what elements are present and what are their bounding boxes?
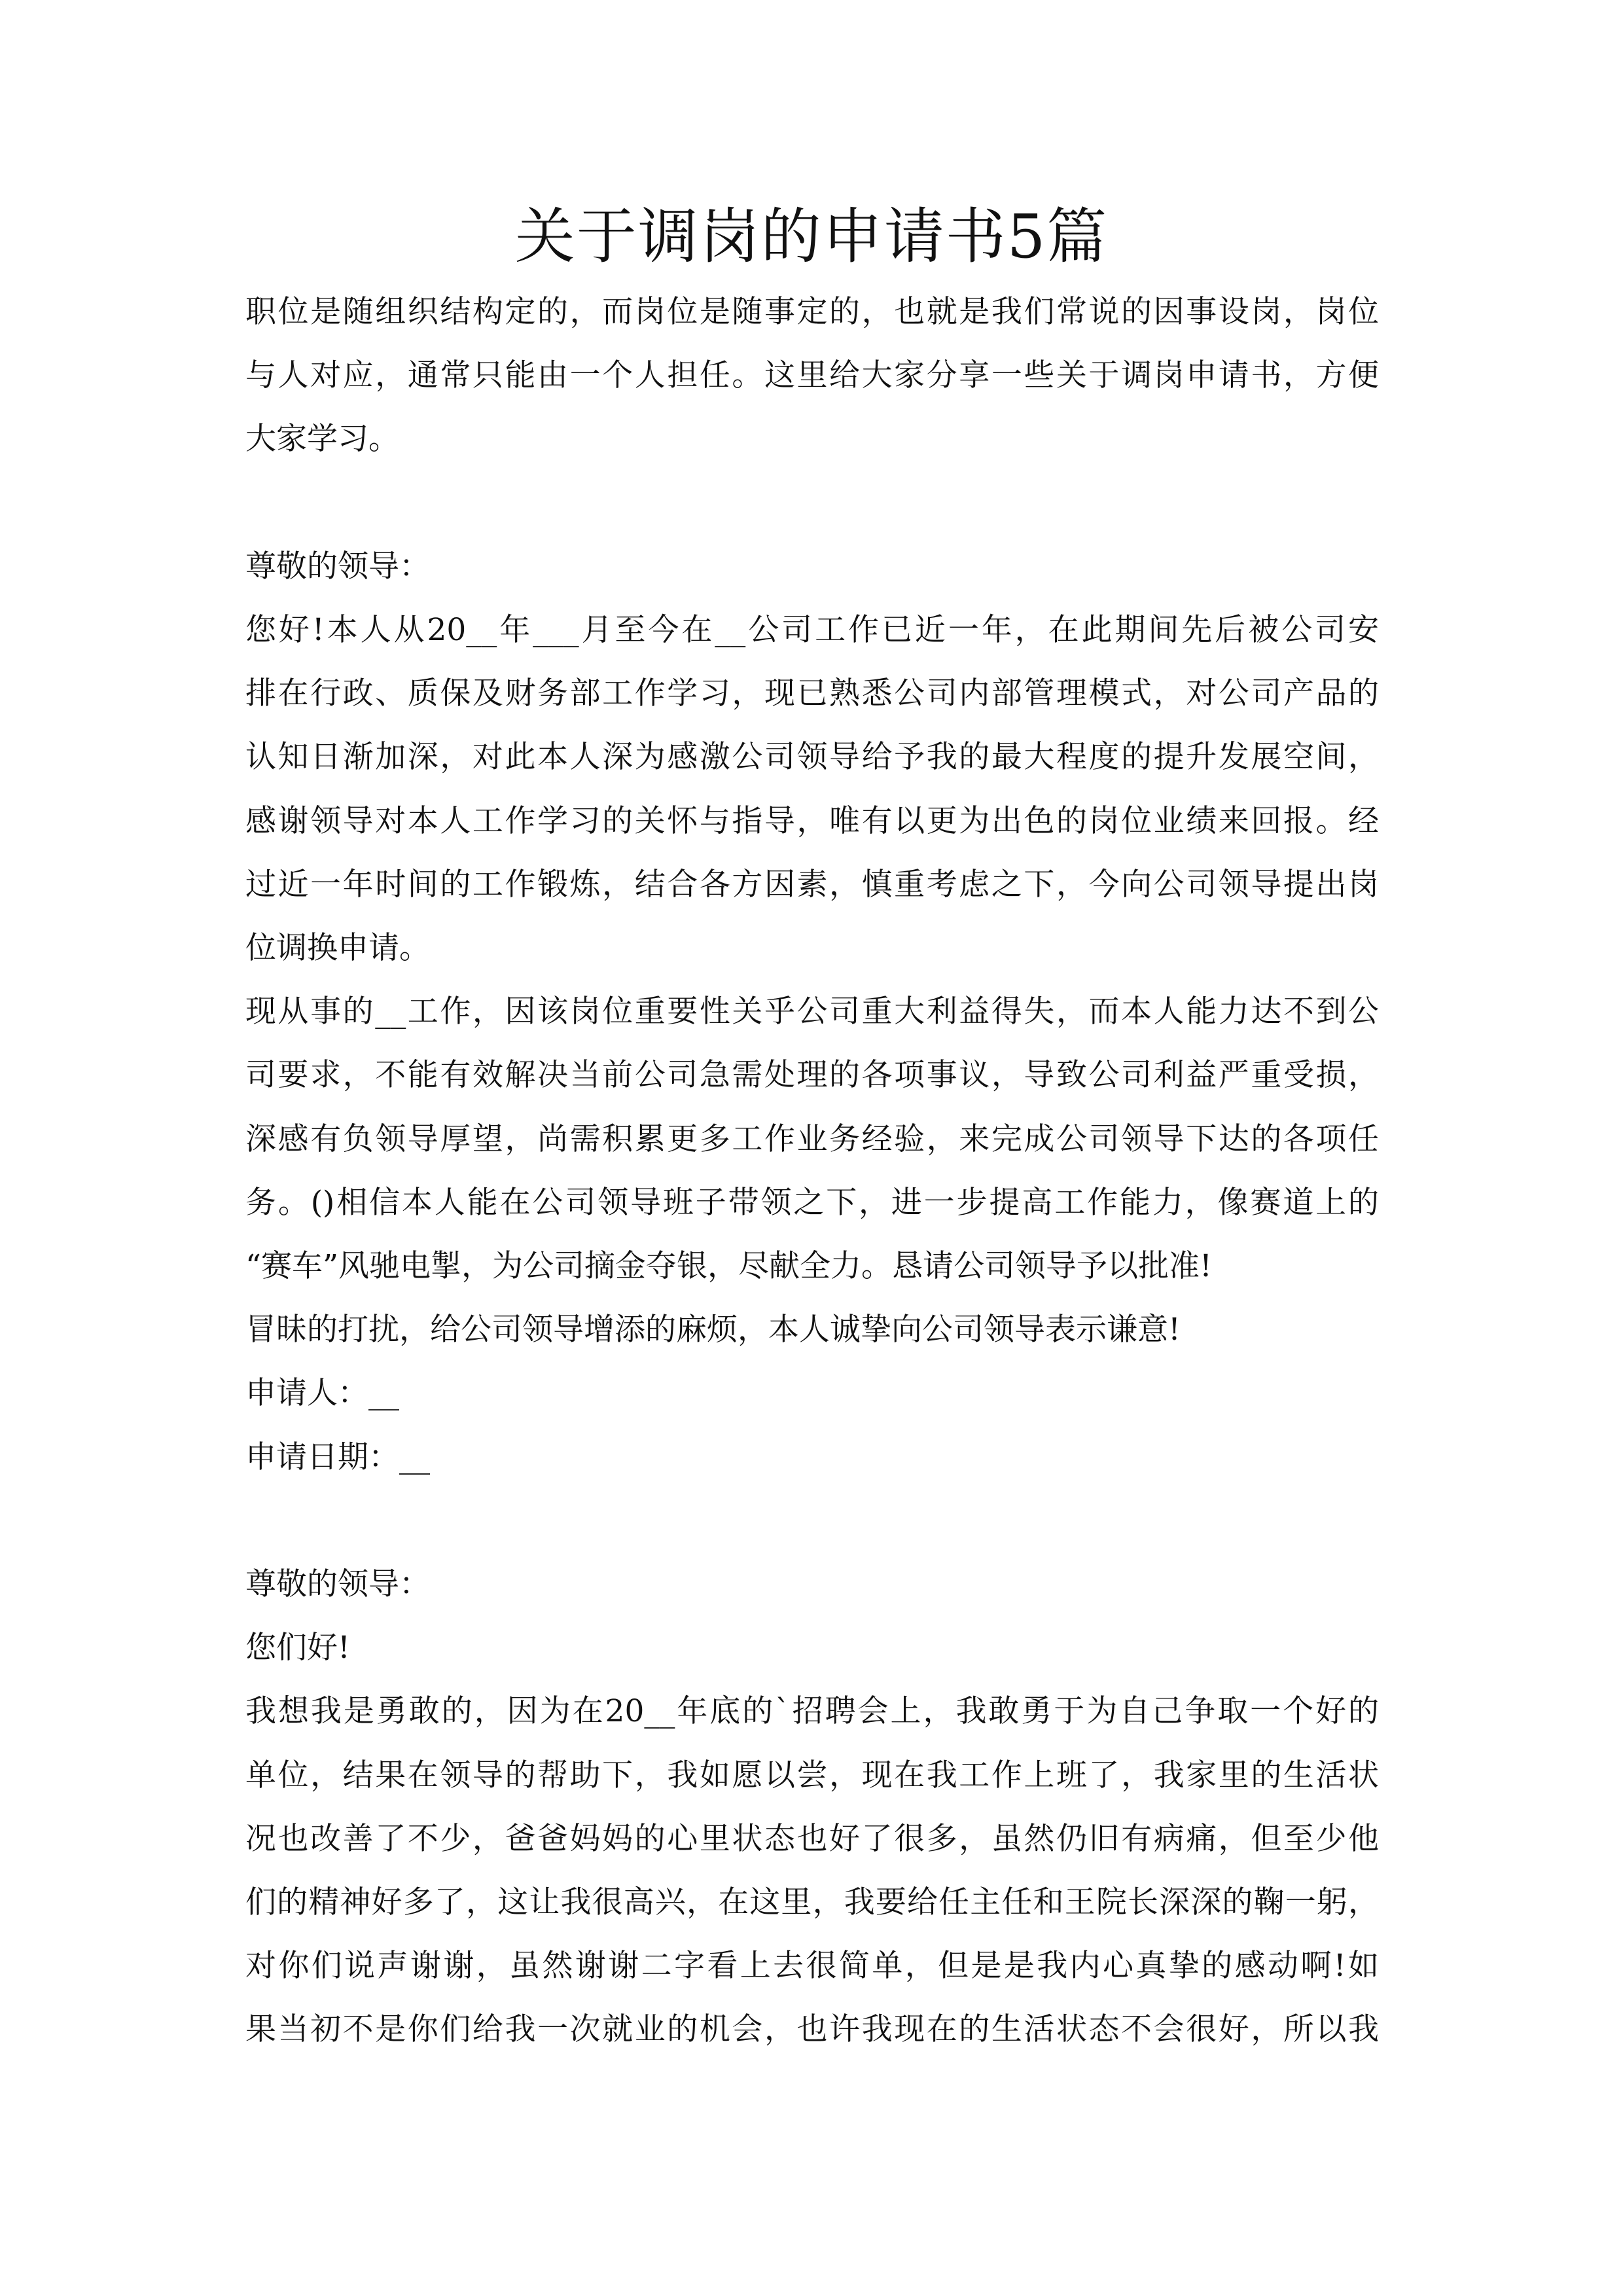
text-line: 单位，结果在领导的帮助下，我如愿以尝，现在我工作上班了，我家里的生活状 xyxy=(245,1757,1379,1793)
text-line: 您们好! xyxy=(245,1630,350,1666)
text-line: 认知日渐加深，对此本人深为感激公司领导给予我的最大程度的提升发展空间， xyxy=(245,739,1379,776)
text-line: 申请日期：__ xyxy=(245,1439,430,1475)
text-line: 排在行政、质保及财务部工作学习，现已熟悉公司内部管理模式，对公司产品的 xyxy=(245,675,1379,712)
text-line: 务。()相信本人能在公司领导班子带领之下，进一步提高工作能力，像赛道上的 xyxy=(245,1184,1379,1221)
text-line: 尊敬的领导： xyxy=(245,548,430,584)
text-line: 我想我是勇敢的，因为在20__年底的`招聘会上，我敢勇于为自己争取一个好的 xyxy=(245,1693,1379,1730)
text-line: 与人对应，通常只能由一个人担任。这里给大家分享一些关于调岗申请书，方便 xyxy=(245,357,1379,394)
document-title: 关于调岗的申请书5篇 xyxy=(514,202,1109,272)
text-line: 大家学习。 xyxy=(245,421,399,457)
text-line: 果当初不是你们给我一次就业的机会，也许我现在的生活状态不会很好，所以我 xyxy=(245,2011,1379,2048)
blank-line xyxy=(245,471,1379,535)
text-line: 深感有负领导厚望，尚需积累更多工作业务经验，来完成公司领导下达的各项任 xyxy=(245,1121,1379,1157)
text-line: 对你们说声谢谢，虽然谢谢二字看上去很简单，但是是我内心真挚的感动啊!如 xyxy=(245,1948,1379,1984)
text-line: 感谢领导对本人工作学习的关怀与指导，唯有以更为出色的岗位业绩来回报。经 xyxy=(245,802,1379,839)
text-line: 司要求，不能有效解决当前公司急需处理的各项事议，导致公司利益严重受损， xyxy=(245,1057,1379,1094)
text-line: 现从事的__工作，因该岗位重要性关乎公司重大利益得失，而本人能力达不到公 xyxy=(245,994,1379,1030)
blank-line xyxy=(245,1489,1379,1552)
text-line: 冒昧的打扰，给公司领导增添的麻烦，本人诚挚向公司领导表示谦意! xyxy=(245,1312,1181,1348)
text-line: 职位是随组织结构定的，而岗位是随事定的，也就是我们常说的因事设岗，岗位 xyxy=(245,294,1379,330)
text-line: 尊敬的领导： xyxy=(245,1566,430,1603)
document-body xyxy=(245,280,1379,2062)
text-line: 们的精神好多了，这让我很高兴，在这里，我要给任主任和王院长深深的鞠一躬， xyxy=(245,1884,1379,1921)
text-line: 过近一年时间的工作锻炼，结合各方因素，慎重考虑之下，今向公司领导提出岗 xyxy=(245,866,1379,903)
text-line: 位调换申请。 xyxy=(245,930,430,967)
text-line: 您好!本人从20__年___月至今在__公司工作已近一年，在此期间先后被公司安 xyxy=(245,612,1379,648)
text-line: “赛车”风驰电掣，为公司摘金夺银，尽献全力。恳请公司领导予以批准! xyxy=(245,1248,1212,1285)
text-line: 况也改善了不少，爸爸妈妈的心里状态也好了很多，虽然仍旧有病痛，但至少他 xyxy=(245,1820,1379,1857)
text-line: 申请人：__ xyxy=(245,1375,399,1412)
